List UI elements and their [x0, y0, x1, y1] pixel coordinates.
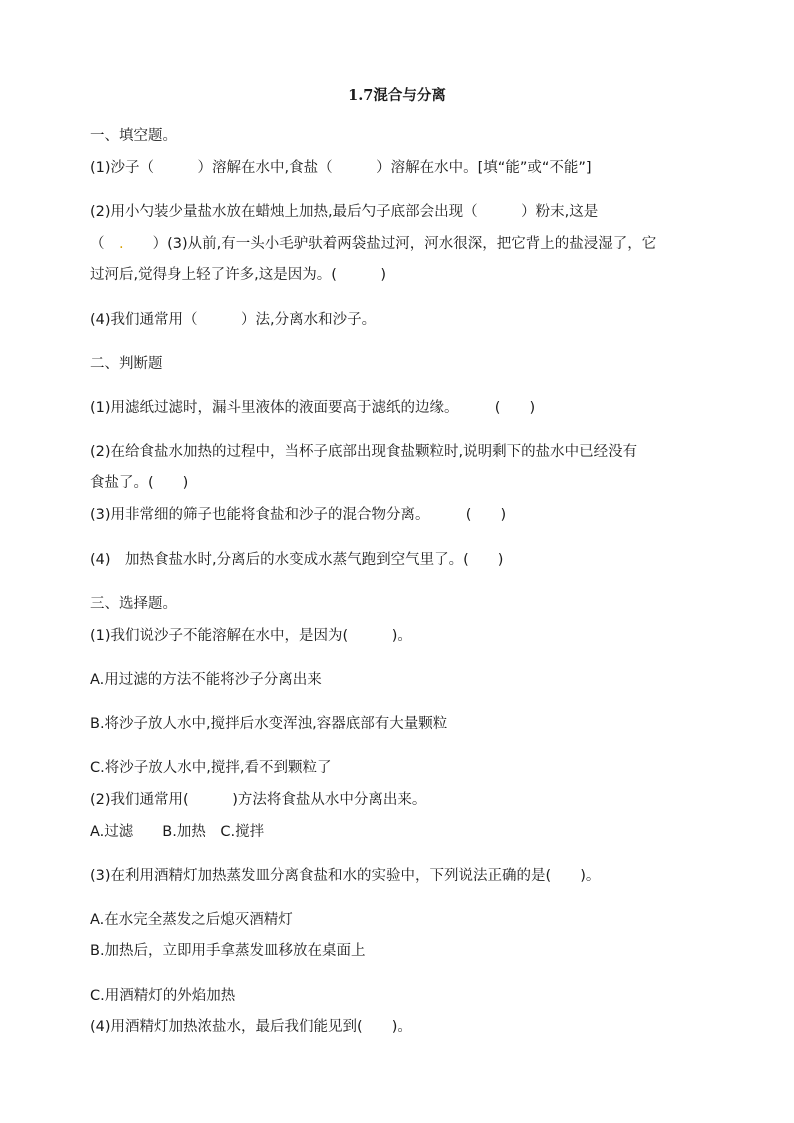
- section1-question-2-line2-start: （: [90, 236, 119, 252]
- section3-question-3: (3)在利用酒精灯加热蒸发皿分离食盐和水的实验中，下列说法正确的是( )。: [90, 868, 601, 884]
- section2-question-2-line2: 食盐了。( ): [90, 475, 189, 491]
- section3-question-3-option-a: A.在水完全蒸发之后熄灭酒精灯: [90, 912, 293, 928]
- section2-question-3: (3)用非常细的筛子也能将食盐和沙子的混合物分离。 ( ): [90, 507, 507, 523]
- section2-question-1: (1)用滤纸过滤时，漏斗里液体的液面要高于滤纸的边缘。 ( ): [90, 400, 536, 416]
- section1-question-3-line2: 过河后,觉得身上轻了许多,这是因为。( ): [90, 267, 387, 283]
- section3-question-1-option-c: C.将沙子放人水中,搅拌,看不到颗粒了: [90, 760, 332, 776]
- section3-question-3-option-b: B.加热后，立即用手拿蒸发皿移放在桌面上: [90, 943, 366, 959]
- section1-heading: 一、填空题。: [90, 128, 177, 144]
- section2-question-4: (4) 加热食盐水时,分离后的水变成水蒸气跑到空气里了。( ): [90, 552, 504, 568]
- section3-question-2: (2)我们通常用( )方法将食盐从水中分离出来。: [90, 792, 427, 808]
- section1-question-2-line1: (2)用小勺装少量盐水放在蜡烛上加热,最后勺子底部会出现（ ）粉末,这是: [90, 204, 599, 220]
- section2-heading: 二、判断题: [90, 356, 163, 372]
- section1-question-2-line2-end: ）(3)从前,有一头小毛驴驮着两袋盐过河，河水很深，把它背上的盐浸湿了，它: [123, 236, 657, 252]
- section1-question-4: (4)我们通常用（ ）法,分离水和沙子。: [90, 312, 377, 328]
- section3-question-4: (4)用酒精灯加热浓盐水，最后我们能见到( )。: [90, 1019, 412, 1035]
- section3-question-1-option-b: B.将沙子放人水中,搅拌后水变浑浊,容器底部有大量颗粒: [90, 716, 448, 732]
- section3-question-2-options: A.过滤 B.加热 C.搅拌: [90, 824, 265, 840]
- section3-heading: 三、选择题。: [90, 596, 177, 612]
- page-title: 1.7混合与分离: [348, 87, 446, 104]
- section1-question-1: (1)沙子（ ）溶解在水中,食盐（ ）溶解在水中。[填“能”或“不能”]: [90, 160, 592, 176]
- answer-mark-dot: .: [119, 236, 124, 252]
- section3-question-1: (1)我们说沙子不能溶解在水中，是因为( )。: [90, 628, 412, 644]
- section1-question-2-line2: [90, 234, 656, 254]
- section3-question-3-option-c: C.用酒精灯的外焰加热: [90, 988, 236, 1004]
- section2-question-2-line1: (2)在给食盐水加热的过程中，当杯子底部出现食盐颗粒时,说明剩下的盐水中已经没有: [90, 444, 638, 460]
- section3-question-1-option-a: A.用过滤的方法不能将沙子分离出来: [90, 672, 322, 688]
